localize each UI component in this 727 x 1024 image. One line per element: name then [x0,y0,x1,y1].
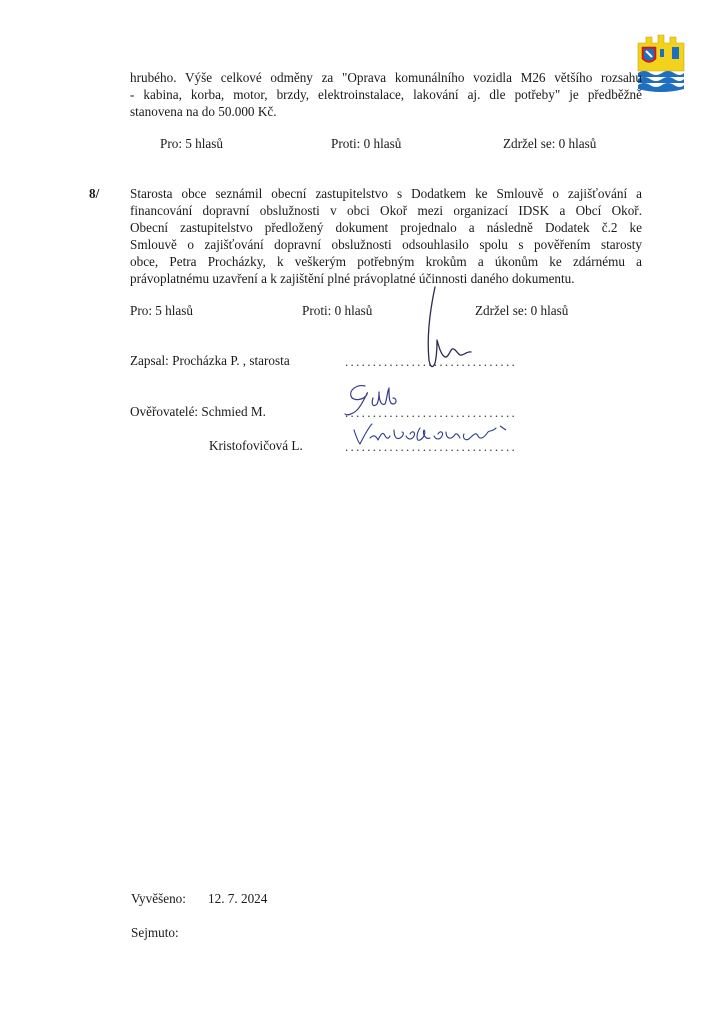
intro-line: stanovena na do 50.000 Kč. [130,104,277,119]
item8-line: Starosta obce seznámil obecní zastupitelstvo s Dodatkem ke Smlouvě o zajišťování a [130,186,642,201]
intro-paragraph [130,69,642,120]
vote2-zdrzel: Zdržel se: 0 hlasů [475,303,569,318]
vote1-pro: Pro: 5 hlasů [160,136,224,151]
signature-prochazka-icon [415,285,485,375]
municipal-crest-icon [636,33,686,93]
signature-schmied-icon [343,378,413,423]
item8-paragraph [130,185,642,287]
signature-line: ............................... [345,439,518,454]
item8-line: právoplatnému uzavření a k zajištění plné právoplatné účinnosti daného dokumentu. [130,271,575,286]
vyveseno-date: 12. 7. 2024 [208,891,268,906]
item8-line: Smlouvě o zajišťování dopravní obslužnosti odsouhlasilo spolu s pověřením starosty [130,237,642,252]
signature-line: ............................... [345,354,518,369]
vote2-proti: Proti: 0 hlasů [302,303,373,318]
kristofovicova-label: Kristofovičová L. [209,438,303,453]
intro-line: - kabina, korba, motor, brzdy, elektroinstalace, lakování aj. dle potřeby" je předběžně [130,87,642,102]
vote1-proti: Proti: 0 hlasů [331,136,402,151]
signature-kristofovicova-icon [350,420,510,450]
sejmuto-label: Sejmuto: [131,925,179,940]
vote2-pro: Pro: 5 hlasů [130,303,194,318]
zapsal-label: Zapsal: Procházka P. , starosta [130,353,290,368]
intro-line: hrubého. Výše celkové odměny za "Oprava komunálního vozidla M26 většího rozsahu [130,70,642,85]
item8-line: financování dopravní obslužnosti v obci Okoř mezi organizací IDSK a Obcí Okoř. [130,203,642,218]
item8-line: obce, Petra Procházky, k veškerým potřebným krokům a úkonům ke zdárnému a [130,254,642,269]
signature-line: ............................... [345,405,518,420]
item8-line: Obecní zastupitelstvo předložený dokument projednalo a následně Dodatek č.2 ke [130,220,642,235]
item-number: 8/ [89,186,100,201]
vote1-zdrzel: Zdržel se: 0 hlasů [503,136,597,151]
overovatele-label: Ověřovatelé: Schmied M. [130,404,266,419]
vyveseno-label: Vyvěšeno: [131,891,186,906]
